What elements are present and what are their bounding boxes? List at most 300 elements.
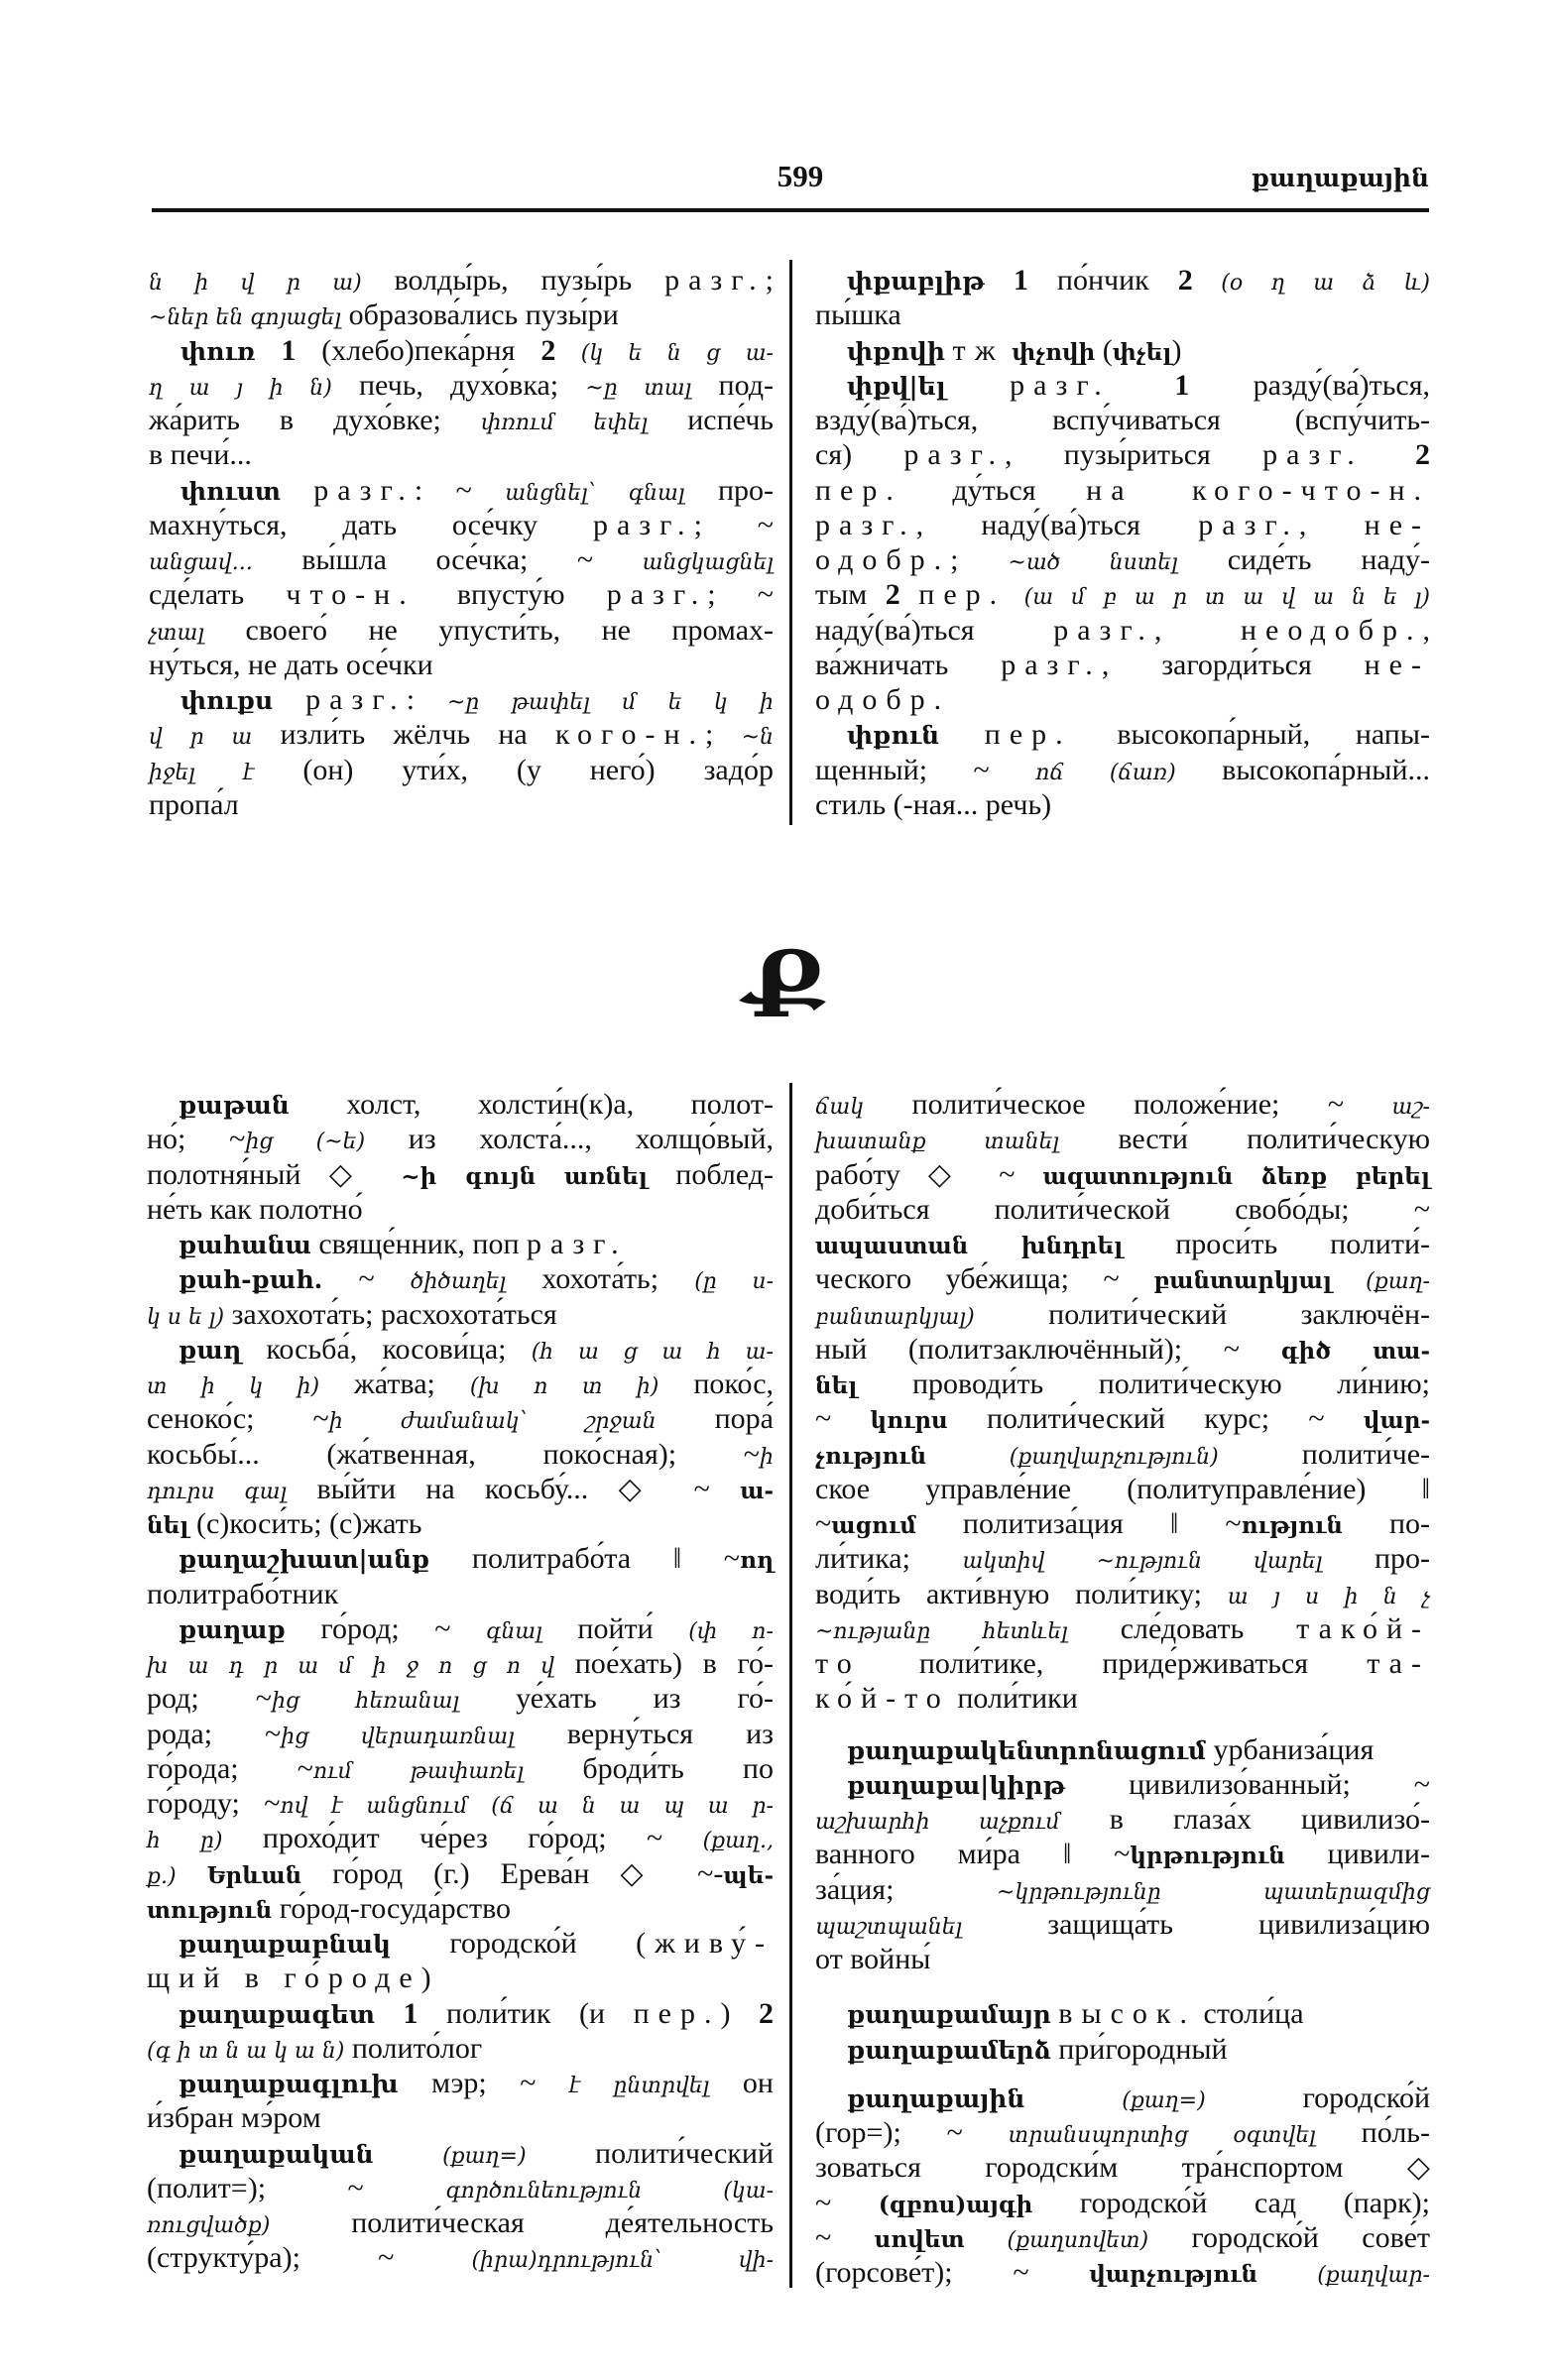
russian-text: , наду́(ва́)ться (915, 508, 1199, 541)
text-line (149, 508, 774, 542)
usage-label: тако́й- (1296, 1611, 1430, 1645)
sense-number: 2 (1415, 438, 1430, 472)
headword: քաղաքամերձ (847, 2035, 1051, 2065)
russian-text: холст, холсти́н(к)а, полот- (289, 1088, 774, 1121)
russian-text: косьба́, косови́ца; (241, 1332, 532, 1366)
armenian-phrase: բանտարկյալ) (815, 1304, 975, 1330)
russian-text: поко́с, (658, 1368, 775, 1400)
russian-text: зоваться городски́м тра́нспортом ◇ (815, 2151, 1430, 2185)
armenian-phrase: ից (~ե) (245, 1130, 366, 1155)
russian-text: печь, духо́вка; (331, 368, 586, 402)
russian-text: политрабо́тник (147, 1577, 339, 1610)
russian-text: сиде́ть наду́- (1177, 543, 1430, 576)
text-line (147, 1401, 774, 1436)
sense-number: 2 (885, 578, 900, 612)
dictionary-entry (147, 1541, 774, 1611)
armenian-phrase: (քաղ- (1332, 1269, 1430, 1295)
armenian-phrase: (իրա)դրություն՝ վի- (471, 2248, 774, 2274)
text-line (147, 1227, 774, 1261)
russian-text: (полит=); ~ (147, 2171, 446, 2204)
russian-text: (хлебо)пека́рня (296, 333, 541, 367)
sense-number: 1 (1013, 264, 1028, 297)
text-line (815, 1681, 1430, 1716)
russian-text: впусту́ю (415, 578, 607, 612)
armenian-phrase: անցավ... (149, 550, 253, 575)
column-bottom-left (147, 1087, 774, 2276)
armenian-phrase: (խ ո տ ի) (469, 1374, 659, 1399)
armenian-phrase: անցնել՝ գնալ (505, 480, 685, 506)
text-line (815, 1646, 1430, 1681)
armenian-phrase: անցկացնել (642, 550, 774, 575)
russian-text: взду́(ва́)ться, вспу́чиваться (вспу́чить- (815, 404, 1430, 436)
russian-text: городско́й сове́т (1148, 2220, 1430, 2254)
text-line (815, 1227, 1430, 1261)
russian-text: ; (950, 543, 1009, 576)
usage-label: разг. (815, 508, 916, 541)
armenian-phrase: ~կրթությունը պատերազմից (996, 1879, 1430, 1905)
armenian-phrase: ռուցվածք) (147, 2213, 271, 2238)
text-line (147, 1087, 774, 1122)
text-line (149, 368, 774, 403)
usage-label: на кого-что-н. (1086, 473, 1430, 507)
text-line (147, 1367, 774, 1401)
usage-label: разг. (1001, 648, 1102, 681)
russian-text: волды́рь, пузы́рь (361, 264, 665, 297)
text-line (147, 1577, 774, 1611)
text-line (815, 1472, 1430, 1506)
text-line (815, 577, 1430, 612)
running-head: քաղաքային (1251, 164, 1429, 192)
russian-text: пропа́л (149, 787, 239, 821)
armenian-phrase: ~ած նստել (1008, 550, 1178, 575)
headword: փուռ (180, 336, 256, 366)
armenian-phrase: տրանսպորտից օգտվել (1008, 2123, 1316, 2148)
russian-text: поли́тики (949, 1682, 1078, 1716)
text-line (815, 1192, 1430, 1227)
russian-text: вести́ полити́ческую (1059, 1123, 1430, 1156)
armenian-bold-phrase: վարչություն (1089, 2261, 1258, 2288)
russian-text: полити́ческий курс; ~ (947, 1402, 1364, 1436)
armenian-phrase: փռում եփել (480, 411, 649, 435)
armenian-bold-phrase: տություն (147, 1896, 273, 1924)
armenian-phrase: խատանք տանել (815, 1130, 1060, 1155)
text-line (815, 333, 1430, 368)
text-line (815, 298, 1430, 332)
russian-text: проводи́ть полити́ческую ли́нию; (857, 1368, 1430, 1400)
entry-continuation (815, 1087, 1430, 1717)
usage-label: не- (1364, 508, 1431, 541)
armenian-bold-phrase: ~ի գույն առնել (401, 1162, 648, 1190)
usage-label: кого-н. (554, 718, 706, 752)
text-line (815, 1907, 1430, 1942)
armenian-phrase: աշ- (1391, 1095, 1430, 1120)
text-line (815, 2220, 1430, 2255)
russian-text: про- (1322, 1542, 1430, 1576)
text-line (147, 1122, 774, 1156)
russian-text: вы́йти на косьбу́... ◇ ~ (287, 1472, 741, 1505)
russian-text: (горсове́т); ~ (815, 2256, 1090, 2289)
text-line (149, 333, 774, 368)
russian-text: полити́ческое положе́ние; ~ (864, 1088, 1392, 1121)
russian-text: от войны́ (815, 1943, 931, 1975)
dictionary-entry (815, 333, 1430, 368)
armenian-phrase: գործունեություն (կա- (445, 2178, 774, 2203)
armenian-bold-phrase: փչել (1112, 338, 1172, 366)
text-line (147, 1192, 774, 1227)
russian-text: полито́лог (344, 2031, 483, 2065)
russian-text: захохота́ть; расхохота́ться (224, 1297, 557, 1331)
russian-text: (гор=); ~ (815, 2116, 1009, 2149)
russian-text: ; (705, 718, 742, 752)
text-line (147, 1681, 774, 1716)
usage-label: разг. (313, 473, 415, 507)
text-line (815, 368, 1430, 403)
text-line (815, 1367, 1430, 1401)
usage-label: та- (1367, 1647, 1430, 1680)
russian-text (1006, 578, 1024, 611)
russian-text: , (1298, 508, 1365, 541)
usage-label: разг. (305, 683, 407, 716)
armenian-phrase: ից վերադառնալ (281, 1724, 515, 1749)
usage-label: высок. (1058, 1997, 1196, 2031)
armenian-phrase: (կ ե ն ց ա- (555, 340, 774, 366)
text-line (815, 1087, 1430, 1122)
armenian-phrase: պաշտպանել (815, 1914, 963, 1940)
russian-text: образова́лись пузы́ри (341, 298, 619, 332)
russian-text: пойти́ (541, 1611, 689, 1645)
russian-text: столи́ца (1196, 1997, 1304, 2031)
russian-text: тым (815, 578, 886, 612)
russian-text (281, 474, 313, 507)
header-rule (152, 208, 1429, 212)
dictionary-entry (147, 1611, 774, 1926)
armenian-bold-phrase: գիծ տա- (1280, 1337, 1430, 1365)
page-number: 599 (777, 159, 824, 193)
text-line (147, 1297, 774, 1332)
armenian-phrase: ք.) (147, 1863, 177, 1889)
text-line (815, 1872, 1430, 1907)
headword: քաղաքային (847, 2083, 1025, 2113)
russian-text: своего́ не упусти́ть, не промах- (204, 613, 774, 647)
armenian-bold-phrase: կրթություն (1130, 1843, 1285, 1870)
russian-text: полотня́ный ◇ (147, 1157, 402, 1191)
dictionary-entry (815, 2032, 1430, 2067)
usage-label: одобр. (815, 683, 951, 716)
russian-text: полити́ческая де́ятельность (270, 2206, 774, 2239)
text-line (147, 2205, 774, 2240)
text-line (815, 1437, 1430, 1472)
headword: փքովի (847, 336, 945, 366)
dictionary-entry (147, 2066, 774, 2136)
dictionary-entry (147, 1926, 774, 1996)
text-line (147, 1541, 774, 1576)
text-line (815, 1837, 1430, 1871)
russian-text: : (406, 683, 447, 716)
armenian-phrase: ն ի վ ր ա) (149, 271, 362, 296)
dictionary-entry (149, 473, 774, 683)
russian-text: но́; ~ (147, 1123, 246, 1156)
armenian-bold-phrase: ացում (831, 1512, 916, 1539)
russian-text: (он) ути́х, (у него́) задо́р (254, 753, 774, 786)
russian-text: хохота́ть; (506, 1262, 695, 1296)
dictionary-entry (815, 717, 1430, 822)
text-line (815, 1802, 1430, 1837)
armenian-phrase: ղ ա յ ի ն) (149, 375, 332, 401)
armenian-phrase: ով է անցնում (ճ ա ն ա պ ա ր- (280, 1794, 774, 1819)
text-line (147, 1506, 774, 1541)
russian-text: ) (1171, 333, 1182, 367)
russian-text: ~ (815, 2186, 879, 2219)
column-divider-bottom (789, 1083, 792, 2288)
russian-text: полити́ческий (526, 2136, 775, 2170)
russian-text: цивили- (1284, 1838, 1430, 1871)
armenian-phrase: է ընտրվել (569, 2074, 710, 2098)
dictionary-entry (147, 1087, 774, 1227)
russian-text: мэр; ~ (398, 2067, 570, 2099)
text-line (149, 298, 774, 332)
text-line (815, 437, 1430, 472)
text-line (147, 1261, 774, 1296)
russian-text: сде́лать (149, 578, 287, 612)
usage-label: разг. (606, 578, 708, 612)
headword: փքաբլիթ (847, 267, 985, 296)
text-line (147, 1472, 774, 1506)
text-line (147, 1961, 774, 1995)
russian-text: уе́хать из го́- (459, 1682, 775, 1716)
text-line (815, 1157, 1430, 1192)
text-line (147, 2066, 774, 2100)
russian-text: разду́(ва́)ться, (1189, 368, 1431, 402)
russian-text: ли́тика; (815, 1542, 963, 1576)
section-letter-heading: Ք (746, 931, 827, 1038)
russian-text: броди́ть по (524, 1751, 774, 1785)
russian-text: поблед- (647, 1157, 775, 1191)
text-line (147, 2171, 774, 2205)
russian-text: ~ (815, 1507, 832, 1540)
usage-label: тж (952, 333, 1005, 367)
headword: քաղաքագետ (179, 1999, 375, 2029)
headword: փքվ|ել (847, 371, 946, 401)
russian-text: го́род; ~ (285, 1611, 487, 1645)
usage-label: разг. (592, 508, 694, 541)
armenian-phrase: (փ ո- (688, 1618, 774, 1644)
text-line (147, 1751, 774, 1786)
text-line (815, 508, 1430, 542)
armenian-phrase: (քաղ=) (442, 2143, 527, 2169)
armenian-phrase: վ ր ա (149, 725, 253, 751)
russian-text (900, 578, 919, 611)
russian-text: городско́й сад (парк); (1032, 2186, 1431, 2219)
text-line (815, 648, 1430, 682)
russian-text: поли́тике, приде́рживаться (860, 1647, 1368, 1680)
armenian-phrase: ում թափառել (312, 1758, 525, 1784)
text-line (815, 542, 1430, 577)
russian-text: ва́жничать (815, 648, 1002, 681)
sense-number: 2 (1177, 264, 1193, 297)
armenian-phrase: գնալ (486, 1618, 542, 1644)
armenian-phrase: չտալ (149, 620, 205, 646)
armenian-phrase: (քաղվարչություն) (926, 1444, 1219, 1470)
sense-number: 2 (540, 333, 556, 367)
russian-text: наду́(ва́)ться (815, 613, 1054, 647)
russian-text: води́ть акти́вную поли́тику; (815, 1577, 1228, 1610)
column-top-left (149, 263, 774, 822)
russian-text: защища́ть цивилиза́цию (962, 1907, 1430, 1941)
armenian-phrase: ~ն (741, 725, 774, 751)
russian-text (374, 2137, 442, 2170)
text-line (815, 613, 1430, 648)
russian-text: пора́ (656, 1402, 774, 1436)
text-line (147, 2240, 774, 2275)
text-line (147, 2100, 774, 2135)
russian-text: жа́тва; (319, 1368, 470, 1400)
armenian-phrase: կ ս ե լ) (147, 1304, 225, 1330)
text-line (147, 1646, 774, 1681)
russian-text (946, 369, 1010, 402)
russian-text: про- (684, 473, 774, 507)
russian-text (985, 264, 1014, 297)
armenian-phrase: ~ը տալ (585, 375, 692, 401)
armenian-phrase: ից հեռանալ (271, 1689, 460, 1715)
armenian-phrase: տ ի կ ի) (147, 1374, 320, 1399)
text-line (147, 1891, 774, 1926)
text-line (149, 717, 774, 752)
headword: քաթան (179, 1091, 290, 1120)
russian-text: сле́довать (1067, 1611, 1297, 1645)
russian-text: , пузы́риться (1005, 438, 1263, 472)
usage-label: что-н. (286, 578, 416, 612)
usage-label: пер. (633, 1996, 721, 2030)
russian-text: рода; ~ (147, 1717, 282, 1750)
dictionary-entry (147, 1227, 774, 1261)
text-line (147, 1332, 774, 1367)
russian-text: пы́шка (815, 298, 901, 332)
text-line (149, 403, 774, 437)
text-line (147, 1856, 774, 1891)
russian-text: он (709, 2067, 774, 2099)
text-line (815, 753, 1430, 787)
russian-text: доби́ться полити́ческой свобо́ды; ~ (815, 1192, 1430, 1226)
russian-text: сеноко́с; ~ (147, 1402, 329, 1436)
armenian-bold-phrase: բանտարկյալ (1153, 1267, 1333, 1295)
dictionary-entry (147, 2136, 774, 2276)
headword: քաղաքա|կիրթ (847, 1770, 1066, 1800)
russian-text (177, 1857, 207, 1890)
armenian-phrase: ծիծաղել (410, 1269, 507, 1295)
russian-text: урбаниза́ция (1206, 1732, 1375, 1766)
armenian-bold-phrase: չություն (815, 1442, 927, 1470)
russian-text: по- (1342, 1507, 1431, 1540)
text-line (815, 2032, 1430, 2067)
headword: քաղաքական (179, 2139, 374, 2169)
headword: քաղաշխատ|անք (179, 1545, 430, 1575)
text-line (815, 1577, 1430, 1611)
armenian-bold-phrase: Երևան (206, 1861, 302, 1889)
dictionary-entry (815, 2081, 1430, 2291)
dictionary-entry (149, 333, 774, 473)
headword: քաղաք (179, 1614, 286, 1644)
usage-label: неодобр. (1240, 613, 1423, 647)
russian-text: политиза́ция ‖ ~ (915, 1507, 1242, 1540)
dictionary-entry (815, 1996, 1430, 2031)
dictionary-entry (815, 1732, 1430, 1767)
armenian-bold-phrase: ազատություն ձեռք բերել (1042, 1162, 1431, 1190)
russian-text: (с)коси́ть; (с)жать (188, 1507, 422, 1540)
text-line (149, 542, 774, 577)
usage-label: разг. (1053, 613, 1154, 647)
text-line (149, 263, 774, 298)
headword: քահ-քահ. (179, 1265, 323, 1295)
russian-text: из холста́..., холщо́вый, (365, 1123, 775, 1156)
russian-text: ный (политзаключённый); ~ (815, 1332, 1281, 1366)
armenian-bold-phrase: նել (815, 1372, 858, 1399)
sense-number: 1 (403, 1996, 419, 2030)
dictionary-entry (815, 263, 1430, 333)
text-line (147, 1157, 774, 1192)
russian-text: махну́ться, дать осе́чку (149, 508, 593, 541)
column-top-right (815, 263, 1430, 822)
russian-text: ) (720, 1996, 759, 2030)
text-line (815, 1261, 1430, 1296)
armenian-bold-phrase: ապաստան խնդրել (815, 1233, 1124, 1259)
russian-text: ; (765, 264, 774, 297)
usage-label: (живу́- (636, 1927, 774, 1960)
russian-text: по́ль- (1315, 2116, 1430, 2149)
usage-label: пер. (918, 578, 1007, 612)
usage-label: разг. (1262, 438, 1364, 472)
text-line (815, 473, 1430, 508)
armenian-phrase: աշխարհի աչքում (815, 1810, 1060, 1835)
russian-text: городско́й (1205, 2081, 1430, 2114)
armenian-phrase: խ ա դ ր ա մ ի ջ ո ց ո վ (147, 1654, 555, 1679)
usage-label: разг. (1198, 508, 1299, 541)
russian-text: ~ (322, 1262, 411, 1296)
armenian-phrase: ~ությանը հետևել (815, 1618, 1068, 1644)
armenian-bold-phrase: ող (740, 1547, 774, 1575)
usage-label: одобр. (815, 543, 951, 576)
text-line (815, 1506, 1430, 1541)
russian-text: по́нчик (1027, 264, 1178, 297)
text-line (815, 682, 1430, 717)
text-line (815, 1541, 1430, 1576)
armenian-phrase: հ ը) (147, 1829, 223, 1854)
armenian-bold-phrase: վար- (1363, 1407, 1430, 1435)
usage-label: не- (1364, 648, 1430, 681)
armenian-phrase: ճակ (815, 1095, 865, 1120)
armenian-phrase: (քաղսովետ) (964, 2227, 1149, 2253)
armenian-bold-phrase: պե- (723, 1861, 774, 1889)
usage-label: ко́й-то (815, 1682, 950, 1716)
russian-text: ся) (815, 438, 904, 472)
text-line (147, 1996, 774, 2031)
armenian-phrase: (քաղվար- (1257, 2263, 1430, 2288)
armenian-bold-phrase: նել (147, 1512, 189, 1539)
text-line (815, 1297, 1430, 1332)
armenian-bold-phrase: (զբոս)այգի (878, 2191, 1033, 2218)
russian-text: ческого убе́жища; ~ (815, 1262, 1154, 1296)
headword: փքուն (847, 721, 940, 751)
text-line (149, 682, 774, 717)
text-line (149, 613, 774, 648)
russian-text: щенный; ~ (815, 753, 1036, 786)
russian-text (939, 718, 985, 751)
russian-text: проси́ть полити́- (1123, 1228, 1430, 1260)
russian-text: ну́ться, не дать осе́чки (149, 648, 433, 681)
russian-text: полити́ческий заключён- (974, 1297, 1430, 1331)
russian-text: , (1422, 613, 1430, 647)
text-line (815, 1942, 1430, 1976)
text-line (815, 1767, 1430, 1802)
